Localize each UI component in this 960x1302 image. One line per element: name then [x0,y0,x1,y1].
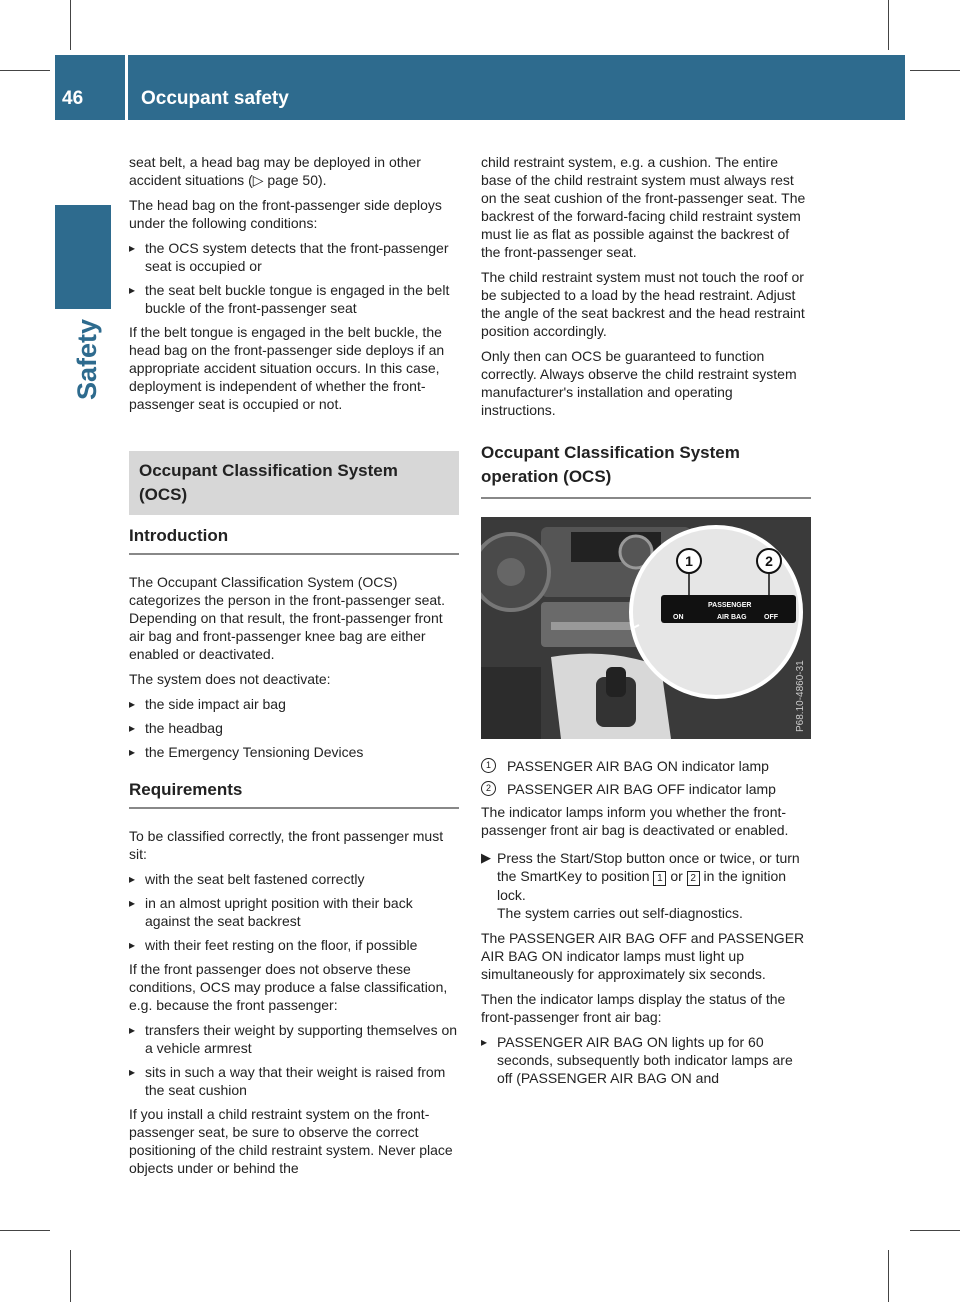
paragraph: The system does not deactivate: [129,671,331,687]
dashboard-illustration [481,517,811,739]
crop-mark [888,0,889,50]
crop-mark [0,1230,50,1231]
list-item: ▸ the headbag [129,719,459,737]
paragraph: If the belt tongue is engaged in the belt buckle, the head bag on the front-passenger side deploys if an appropriate accident situation occurs. In this case, deployment is independent of whether the front-passenger seat is occupied or not. [129,324,445,412]
list-item: ▸ sits in such a way that their weight is raised from the seat cushion [129,1063,459,1099]
list-item: ▸ with their feet resting on the floor, if possible [129,936,459,954]
callout-1: 1 [685,553,693,569]
paragraph: The PASSENGER AIR BAG OFF and PASSENGER AIR BAG ON indicator lamps must light up simultaneously for approximately six seconds. [481,930,805,982]
crop-mark [910,70,960,71]
paragraph: The indicator lamps inform you whether the front-passenger front air bag is deactivated or enabled. [481,804,789,838]
list-item: ▸ in an almost upright position with their back against the seat backrest [129,894,459,930]
paragraph: Then the indicator lamps display the status of the front-passenger front air bag: [481,991,786,1025]
list-item: ▸ the seat belt buckle tongue is engaged in the belt buckle of the front-passenger seat [129,281,459,317]
paragraph: If the front passenger does not observe these conditions, OCS may produce a false classification, e.g. because the front passenger: [129,961,448,1013]
paragraph: Only then can OCS be guaranteed to function correctly. Always observe the child restraint system manufacturer's installation and operating instructions. [481,348,797,418]
paragraph: seat belt, a head bag may be deployed in other accident situations (▷ page 50). [129,154,421,188]
paragraph: The Occupant Classification System (OCS) categorizes the person in the front-passenger seat. Depending on that result, the front-passenger front air bag and front-passenger knee bag are either enabled or deactivated. [129,574,445,662]
panel-off-label: OFF [764,614,778,621]
page-number: 46 [62,88,84,109]
caption-number: 2 [481,781,496,796]
step-text: Press the Start/Stop button once or twice, or turn the SmartKey to position [497,850,800,884]
side-tab-label: Safety [72,318,102,400]
caption-text: PASSENGER AIR BAG OFF indicator lamp [507,781,776,797]
crop-mark [0,70,50,71]
dashboard-figure [481,517,811,739]
paragraph: The child restraint system must not touch the roof or be subjected to a load by the head restraint. Adjust the angle of the seat backrest and the head restraint position accordingly. [481,269,805,339]
step-or: or [670,868,683,884]
section-heading: Occupant Classification System (OCS) [129,451,459,515]
paragraph: To be classified correctly, the front passenger must sit: [129,828,444,862]
step-arrow-icon: ▶ [481,850,491,865]
caption-item [481,780,811,798]
step-text-end: in the ignition lock. [497,868,787,903]
paragraph: child restraint system, e.g. a cushion. The entire base of the child restraint system must always rest on the seat cushion of the front-passenger seat. The backrest of the forward-facing child restraint system must lie as flat as possible against the backrest of the front-passenger seat. [481,154,806,260]
crop-mark [70,1250,71,1302]
page-title: Occupant safety [141,88,289,109]
key-position-1: 1 [653,871,666,886]
step-result: The system carries out self-diagnostics. [497,905,743,921]
right-column [481,153,811,1093]
callout-2: 2 [765,553,773,569]
left-column [129,153,459,1184]
caption-text: PASSENGER AIR BAG ON indicator lamp [507,758,769,774]
list-item: ▸ with the seat belt fastened correctly [129,870,459,888]
caption-item [481,757,811,775]
list-item: ▸ the side impact air bag [129,695,459,713]
paragraph: The head bag on the front-passenger side deploys under the following conditions: [129,197,442,231]
subsection-heading: Occupant Classification System operation (OCS) [481,441,811,499]
panel-passenger-label: PASSENGER [708,602,752,609]
side-tab-block [55,205,111,309]
list-item: ▸ the OCS system detects that the front-passenger seat is occupied or [129,239,459,275]
crop-mark [888,1250,889,1302]
crop-mark [70,0,71,50]
key-position-2: 2 [687,871,700,886]
list-item: ▸ PASSENGER AIR BAG ON lights up for 60 seconds, subsequently both indicator lamps are off (PASSENGER AIR BAG ON and [481,1033,811,1087]
crop-mark [910,1230,960,1231]
list-item: ▸ transfers their weight by supporting themselves on a vehicle armrest [129,1021,459,1057]
subsection-heading: Introduction [129,527,459,555]
list-item: ▸ the Emergency Tensioning Devices [129,743,459,761]
paragraph: If you install a child restraint system on the front-passenger seat, be sure to observe the correct positioning of the child restraint system. Never place objects under or behind the [129,1106,453,1176]
panel-on-label: ON [673,614,684,621]
header-separator [125,55,128,120]
panel-airbag-label: AIR BAG [717,614,747,621]
caption-number: 1 [481,758,496,773]
figure-code: P68.10-4860-31 [795,660,806,732]
instruction-step [481,849,811,922]
subsection-heading: Requirements [129,781,459,809]
